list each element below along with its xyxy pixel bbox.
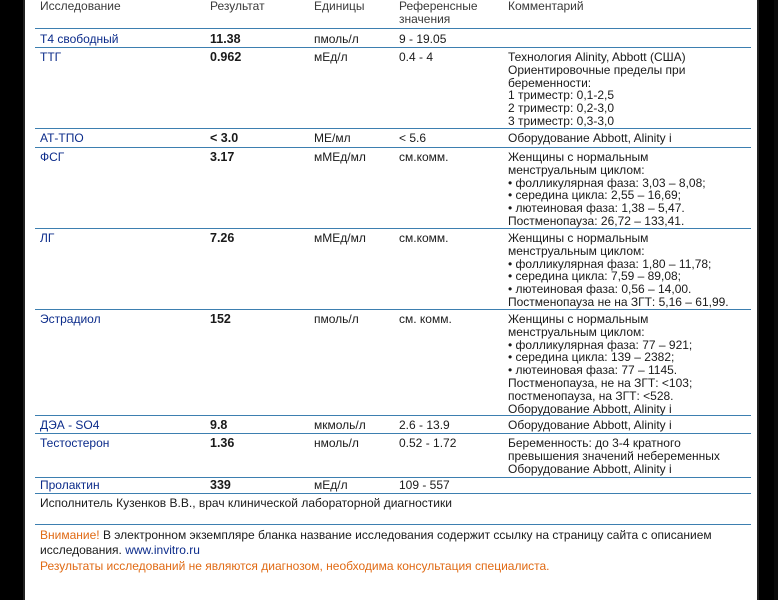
separator (35, 228, 751, 229)
reference-range: см.комм. (399, 150, 449, 164)
header-reference: Референсные значения (399, 0, 478, 26)
executor-signature: Исполнитель Кузенков В.В., врач клинической лабораторной диагностики (40, 496, 452, 510)
separator (35, 128, 751, 129)
test-name-link[interactable]: ТТГ (40, 50, 62, 64)
separator (35, 524, 751, 525)
result-value: 7.26 (210, 231, 235, 245)
result-value: 339 (210, 478, 231, 492)
result-value: 9.8 (210, 418, 228, 432)
reference-range: < 5.6 (399, 131, 427, 145)
header-result: Результат (210, 0, 265, 13)
separator (35, 433, 751, 434)
units: нмоль/л (314, 436, 359, 450)
reference-range: см.комм. (399, 231, 449, 245)
comment: Оборудование Abbott, Alinity i (508, 418, 672, 432)
test-name-link[interactable]: АТ-ТПО (40, 131, 84, 145)
result-value: 1.36 (210, 436, 235, 450)
notice-text: В электронном экземпляре бланка название исследования содержит ссылку на страницу сайта с описанием исследования. (40, 528, 712, 557)
units: пмоль/л (314, 312, 359, 326)
units: мЕд/л (314, 478, 348, 492)
comment: Женщины с нормальным менструальным циклом: • фолликулярная фаза: 77 – 921; • середина цикла: 139 – 2382; • лютеиновая фаза: 77 – 1145. Постменопауза, не на ЗГТ: <103; постменопауза, на ЗГТ: <528. Оборудование Abbott, Alinity i (508, 312, 693, 416)
test-name-link[interactable]: ДЭА - SO4 (40, 418, 100, 432)
result-value: 0.962 (210, 50, 242, 64)
reference-range: 9 - 19.05 (399, 32, 447, 46)
test-name-link[interactable]: Т4 свободный (40, 32, 119, 46)
comment: Женщины с нормальным менструальным циклом: • фолликулярная фаза: 3,03 – 8,08; • середина цикла: 2,55 – 16,69; • лютеиновая фаза: 1,38 – 5,47. Постменопауза: 26,72 – 133,41. (508, 150, 706, 228)
separator (35, 309, 751, 310)
test-name-link[interactable]: Эстрадиол (40, 312, 101, 326)
comment: Беременность: до 3-4 кратного превышения значений небеременных Оборудование Abbott, Alinity i (508, 436, 720, 476)
comment: Технология Alinity, Abbott (США) Ориентировочные пределы при беременности: 1 триместр: 0,1-2,5 2 триместр: 0,2-3,0 3 триместр: 0,3-3,0 (508, 50, 686, 128)
reference-range: 109 - 557 (399, 478, 450, 492)
header-test: Исследование (40, 0, 121, 13)
units: пмоль/л (314, 32, 359, 46)
test-name-link[interactable]: Тестостерон (40, 436, 110, 450)
warning-label: Внимание! (40, 528, 100, 542)
comment: Женщины с нормальным менструальным циклом: • фолликулярная фаза: 1,80 – 11,78; • середина цикла: 7,59 – 89,08; • лютеиновая фаза: 0,56 – 14,00. Постменопауза не на ЗГТ: 5,16 – 61,99. (508, 231, 729, 309)
units: мМЕд/мл (314, 150, 366, 164)
reference-range: 0.52 - 1.72 (399, 436, 457, 450)
units: мМЕд/мл (314, 231, 366, 245)
separator (35, 28, 751, 29)
test-name-link[interactable]: Пролактин (40, 478, 100, 492)
result-value: 11.38 (210, 32, 241, 46)
window-edge (774, 0, 778, 600)
invitro-link[interactable]: www.invitro.ru (125, 543, 200, 557)
units: мкмоль/л (314, 418, 366, 432)
reference-range: см. комм. (399, 312, 452, 326)
reference-range: 2.6 - 13.9 (399, 418, 450, 432)
units: мЕд/л (314, 50, 348, 64)
header-units: Единицы (314, 0, 365, 13)
separator (35, 147, 751, 148)
units: МЕ/мл (314, 131, 351, 145)
header-comment: Комментарий (508, 0, 584, 13)
separator (35, 477, 751, 478)
separator (35, 493, 751, 494)
result-value: 152 (210, 312, 231, 326)
notice (40, 528, 755, 558)
disclaimer: Результаты исследований не являются диагнозом, необходима консультация специалиста. (40, 559, 550, 573)
test-name-link[interactable]: ЛГ (40, 231, 55, 245)
reference-range: 0.4 - 4 (399, 50, 434, 64)
result-value: 3.17 (210, 150, 235, 164)
test-name-link[interactable]: ФСГ (40, 150, 65, 164)
lab-results-page (23, 0, 759, 600)
comment: Оборудование Abbott, Alinity i (508, 131, 672, 145)
result-value: < 3.0 (210, 131, 239, 145)
separator (35, 415, 751, 416)
separator (35, 47, 751, 48)
